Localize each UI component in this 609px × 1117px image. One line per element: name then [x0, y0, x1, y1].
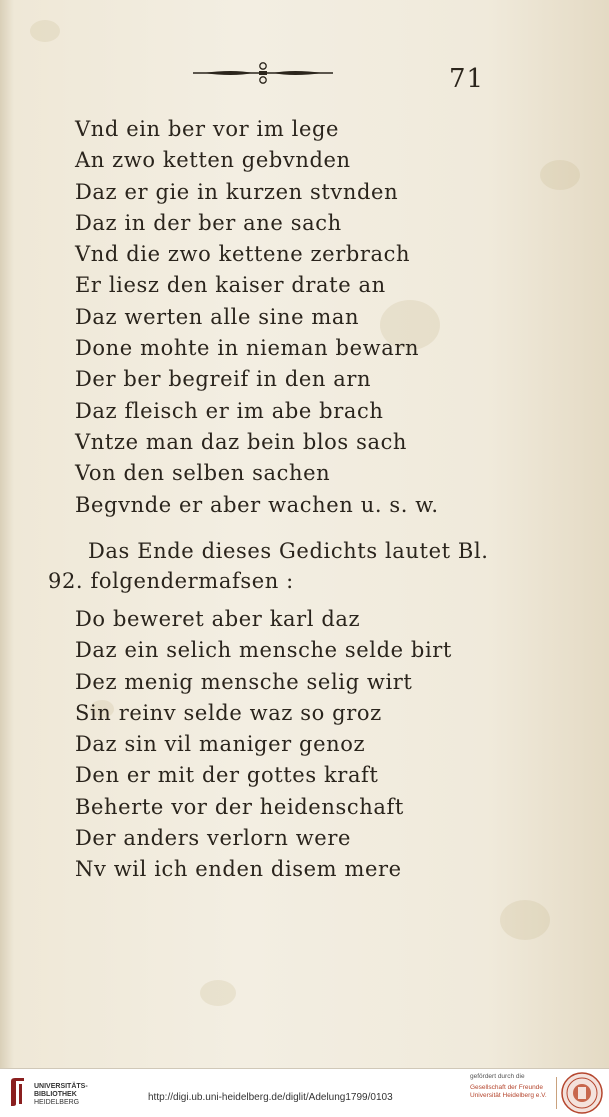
poem-line: Der anders verlorn were [75, 826, 351, 851]
poem-line: Do beweret aber karl daz [75, 607, 361, 631]
poem-line: Daz werten alle sine man [75, 304, 360, 329]
poem-line: An zwo ketten gebvnden [75, 148, 351, 173]
poem-line: Sin reinv selde waz so groz [75, 700, 382, 725]
poem-line: Nv wil ich enden disem mere [75, 857, 402, 882]
poem-line: Daz fleisch er im abe brach [75, 398, 384, 423]
poem-line: Begvnde er aber wachen u. s. w. [75, 492, 439, 517]
poem-line: Daz sin vil maniger genoz [75, 732, 366, 757]
ornament-divider-icon [193, 58, 333, 88]
poem-line: Vnd ein ber vor im lege [75, 117, 340, 141]
poem-line: Der ber begreif in den arn [75, 367, 372, 392]
footer-divider [556, 1077, 557, 1109]
poem-line: Daz er gie in kurzen stvnden [75, 179, 399, 204]
prose-paragraph [48, 536, 488, 596]
sponsor-intro: gefördert durch die [470, 1073, 525, 1080]
library-name-line: HEIDELBERG [34, 1099, 80, 1106]
poem-stanza-1 [75, 114, 439, 521]
poem-line: Beherte vor der heidenschaft [75, 794, 404, 819]
poem-line: Daz ein selich mensche selde birt [75, 638, 452, 663]
poem-line: Den er mit der gottes kraft [75, 763, 379, 788]
poem-line: Von den selben sachen [75, 461, 331, 486]
poem-line: Daz in der ber ane sach [75, 210, 342, 235]
library-name-line: UNIVERSITÄTS- [34, 1083, 88, 1090]
permalink-url[interactable]: http://digi.ub.uni-heidelberg.de/diglit/Adelung1799/0103 [148, 1092, 393, 1103]
poem-line: Done mohte in nieman bewarn [75, 336, 420, 361]
poem-line: Vnd die zwo kettene zerbrach [75, 242, 411, 267]
sponsor-name-line: Universität Heidelberg e.V. [470, 1092, 547, 1099]
poem-stanza-2 [75, 604, 452, 886]
page-number: 71 [449, 64, 485, 94]
digitization-footer [0, 1068, 609, 1117]
university-seal-icon [561, 1072, 603, 1114]
prose-line: Das Ende dieses Gedichts lautet Bl. [88, 539, 489, 563]
sponsor-note [470, 1073, 560, 1100]
library-name-line: BIBLIOTHEK [34, 1091, 77, 1098]
poem-line: Dez menig mensche selig wirt [75, 669, 413, 694]
poem-line: Vntze man daz bein blos sach [75, 429, 408, 454]
library-name [34, 1083, 88, 1107]
poem-line: Er liesz den kaiser drate an [75, 273, 386, 298]
prose-line: 92. folgendermafsen : [48, 569, 294, 593]
library-logo-icon [8, 1077, 28, 1107]
sponsor-name-line: Gesellschaft der Freunde [470, 1084, 543, 1091]
